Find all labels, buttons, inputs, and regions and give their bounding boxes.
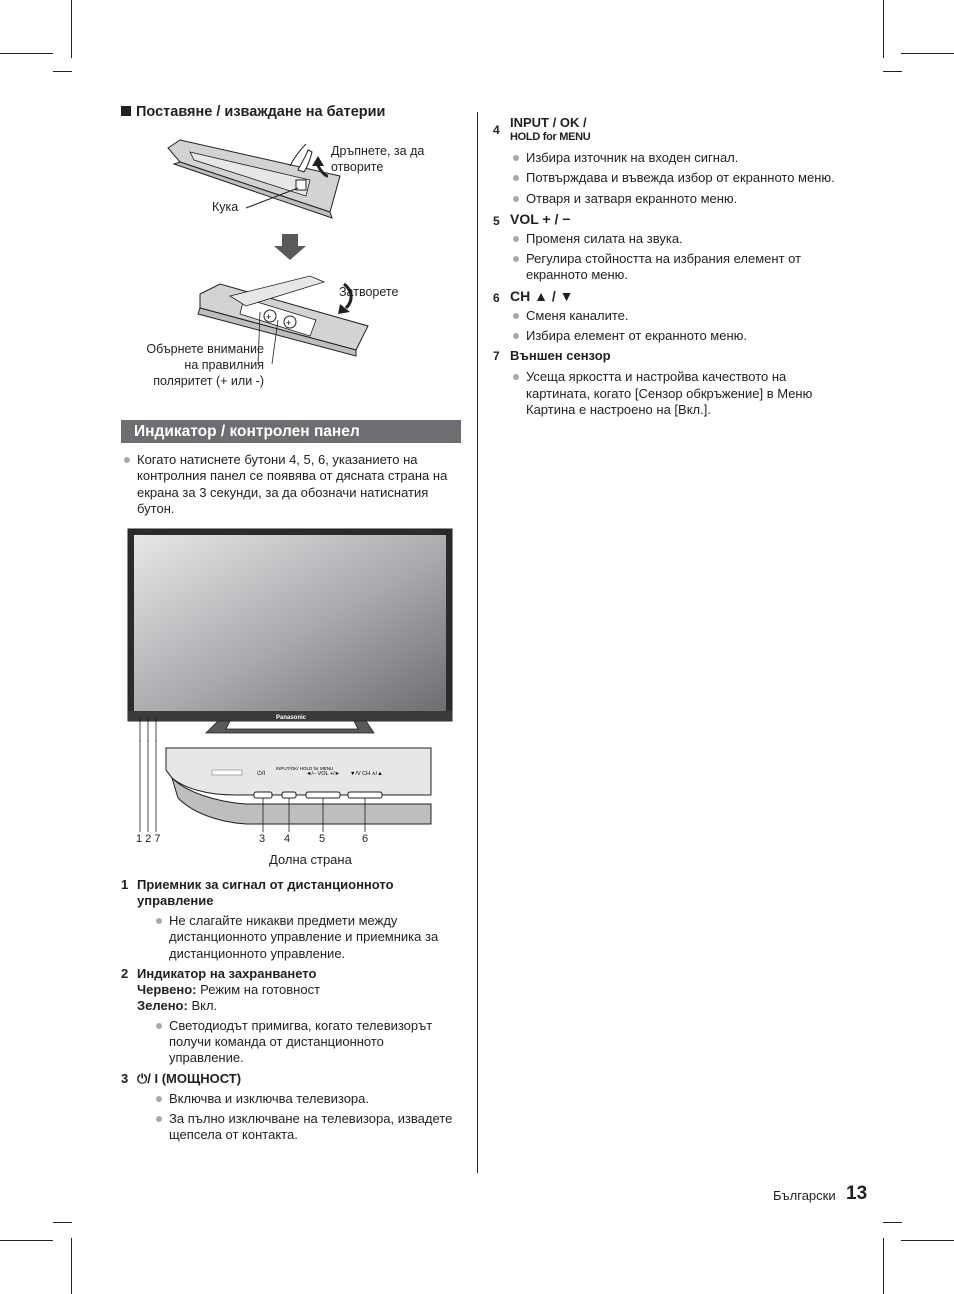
item-4-title-2: HOLD for MENU	[510, 131, 591, 143]
callout-4: 4	[284, 833, 291, 845]
item-5: 5 VOL + / − Променя силата на звука. Регулира стойността на избрания елемент от екранното меню.	[493, 211, 838, 284]
items-right	[493, 116, 838, 422]
item-6-bullet-1: Сменя каналите.	[510, 308, 838, 324]
panel-intro	[121, 452, 461, 521]
panel-label-vol: ◄/– VOL +/►	[306, 771, 341, 777]
svg-text:+: +	[266, 312, 272, 322]
remote-back-illustration	[168, 140, 340, 218]
item-5-title: VOL + / −	[510, 210, 571, 227]
item-2: 2 Индикатор на захранването Червено: Режим на готовност Зелено: Вкл. Светодиодът примигва, когато телевизорът получи команда от дистанционното управление.	[121, 966, 461, 1067]
item-4-bullet-2: Потвърждава и въвежда избор от екранното меню.	[510, 170, 838, 186]
item-3-bullet-2: За пълно изключване на телевизора, извадете щепсела от контакта.	[153, 1111, 461, 1144]
item-3: 3 ⏻/ I (МОЩНОСТ) Включва и изключва телевизора. За пълно изключване на телевизора, извадете щепсела от контакта.	[121, 1071, 461, 1144]
items-left	[121, 877, 461, 1148]
callout-5: 5	[319, 833, 326, 845]
item-7: 7 Външен сензор Усеща яркостта и настройва качеството на картината, когато [Сензор обкръжение] в Меню Картина е настроено на [Вкл.].	[493, 348, 838, 418]
down-arrow-icon	[274, 234, 306, 260]
label-close: Затворете	[339, 285, 399, 299]
callout-3: 3	[259, 833, 266, 845]
square-bullet-icon	[121, 106, 131, 116]
item-7-title: Външен сензор	[510, 348, 611, 364]
panel-label-input: INPUT/OK/ HOLD for MENU	[276, 766, 334, 771]
item-4-bullet-1: Избира източник на входен сигнал.	[510, 150, 838, 166]
bottom-side-caption: Долна страна	[269, 852, 352, 867]
item-5-bullet-1: Променя силата на звука.	[510, 231, 838, 247]
item-3-title: ⏻/ I (МОЩНОСТ)	[137, 1070, 242, 1086]
item-4: 4 INPUT / OK / HOLD for MENU Избира източник на входен сигнал. Потвърждава и въвежда избор от екранното меню. Отваря и затваря екранното меню.	[493, 116, 838, 207]
panel-label-power: ⏻/I	[257, 771, 266, 777]
item-4-bullet-3: Отваря и затваря екранното меню.	[510, 191, 838, 207]
tv-stand	[206, 721, 374, 733]
battery-heading: Поставяне / изваждане на батерии	[121, 104, 461, 120]
footer-language: Български	[773, 1188, 836, 1203]
item-5-bullet-2: Регулира стойността на избрания елемент от екранното меню.	[510, 251, 838, 284]
panel-bottom-detail	[126, 740, 436, 845]
tv-brand: Panasonic	[276, 715, 307, 721]
callout-6: 6	[362, 833, 369, 845]
item-2-title: Индикатор на захранването	[137, 965, 317, 981]
item-2-bullet: Светодиодът примигва, когато телевизорът получи команда от дистанционното управление.	[153, 1018, 461, 1067]
tv-screen	[134, 535, 446, 711]
panel-section-banner: Индикатор / контролен панел	[121, 420, 461, 443]
panel-intro-bullet: Когато натиснете бутони 4, 5, 6, указанието на контролния панел се появява от дясната страна на екрана за 3 секунди, за да обозначи натиснатия бутон.	[121, 452, 461, 517]
panel-label-ch: ▼/V CH ∧/▲	[350, 771, 383, 777]
item-4-title: INPUT / OK /	[510, 115, 587, 130]
label-hook: Кука	[212, 200, 239, 214]
item-1-bullet: Не слагайте никакви предмети между дистанционното управление и приемника за дистанционното управление.	[153, 913, 461, 962]
item-1: 1 Приемник за сигнал от дистанционното управление Не слагайте никакви предмети между дистанционното управление и приемника за дистанционното управление.	[121, 877, 461, 962]
item-7-bullet-1: Усеща яркостта и настройва качеството на картината, когато [Сензор обкръжение] в Меню Картина е настроено на [Вкл.].	[510, 369, 838, 418]
item-6: 6 CH ▲ / ▼ Сменя каналите. Избира елемент от екранното меню.	[493, 288, 838, 345]
label-pull-to-open: Дръпнете, за да отворите	[331, 144, 425, 174]
callout-1-2-7: 1 2 7	[136, 833, 161, 845]
tv-illustration	[126, 527, 456, 742]
item-1-title: Приемник за сигнал от дистанционното управление	[137, 877, 394, 908]
label-polarity: Обърнете внимание на правилния поляритет (+ или -)	[146, 342, 264, 388]
page-number: 13	[846, 1183, 868, 1204]
item-6-title: CH ▲ / ▼	[510, 287, 574, 304]
column-divider	[477, 112, 478, 1173]
item-3-bullet-1: Включва и изключва телевизора.	[153, 1091, 461, 1107]
svg-text:+: +	[286, 318, 292, 328]
item-6-bullet-2: Избира елемент от екранното меню.	[510, 328, 838, 344]
battery-section	[121, 104, 461, 120]
